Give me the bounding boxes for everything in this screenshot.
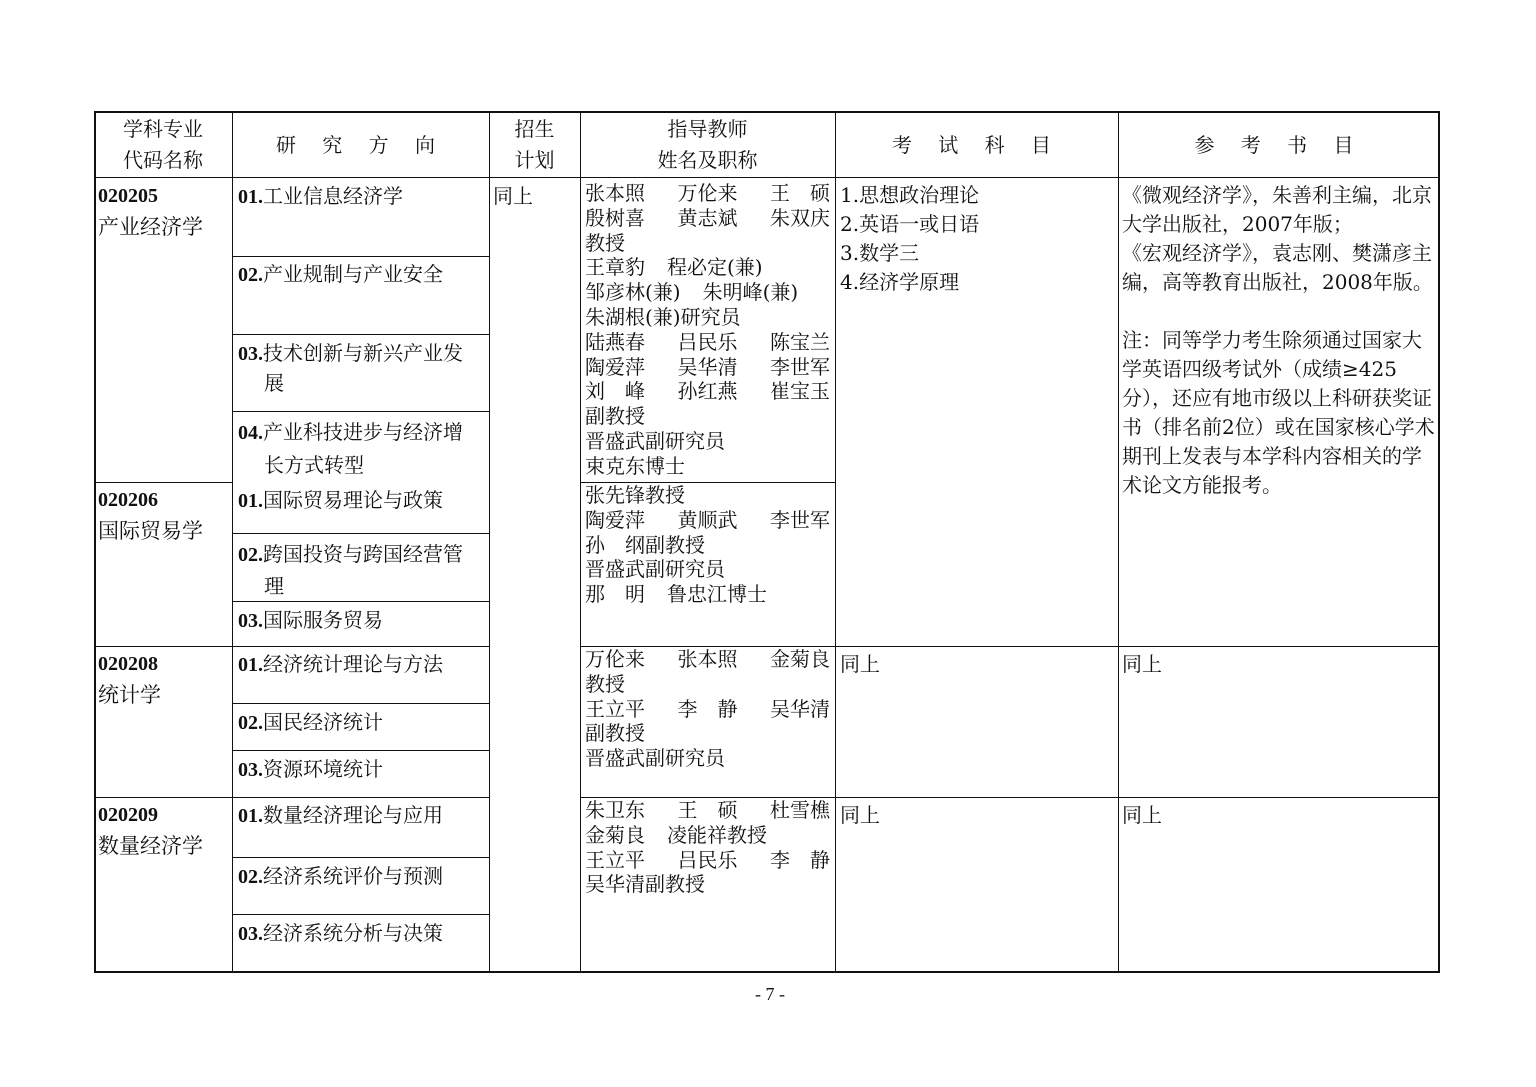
subject-code: 020205	[98, 185, 158, 207]
direction-item: 01.工业信息经济学	[238, 184, 403, 208]
direction-item: 04.产业科技进步与经济增 长方式转型	[238, 420, 463, 477]
header-teachers: 指导教师 姓名及职称	[657, 117, 758, 172]
teacher-list: 万伦来 张本照 金菊良 教授 王立平 李 静 吴华清 副教授 晋盛武副研究员	[585, 647, 830, 771]
header-exam: 考 试 科 目	[891, 132, 1062, 157]
direction-item: 03.资源环境统计	[238, 757, 383, 781]
header-books: 参 考 书 目	[1194, 132, 1364, 157]
subject-cell: 020206 国际贸易学	[98, 489, 203, 543]
direction-item: 01.数量经济理论与应用	[238, 803, 443, 827]
teacher-list: 张本照 万伦来 王 硕 殷树喜 黄志斌 朱双庆 教授 王章豹 程必定(兼) 邹彦林(兼) 朱明峰(兼) 朱湖根(兼)研究员 陆燕春 吕民乐 陈宝兰 陶爱萍 吴华清 李世军 刘 峰 孙红燕 崔宝玉 副教授 晋盛武副研究员 束克东博士	[585, 181, 830, 478]
header-direction: 研 究 方 向	[275, 132, 446, 157]
header-subject: 学科专业 代码名称	[123, 117, 203, 172]
exam-cell: 同上	[840, 803, 880, 827]
book-list	[1122, 181, 1438, 500]
exam-list: 1.思想政治理论 2.英语一或日语 3.数学三 4.经济学原理	[840, 183, 980, 294]
direction-item: 03.国际服务贸易	[238, 608, 383, 632]
exam-cell: 同上	[840, 652, 880, 676]
direction-item: 02.经济系统评价与预测	[238, 864, 443, 888]
direction-item: 01.经济统计理论与方法	[238, 652, 443, 676]
direction-item: 03.经济系统分析与决策	[238, 921, 443, 945]
page-number: - 7 -	[755, 984, 785, 1004]
teacher-list: 张先锋教授 陶爱萍 黄顺武 李世军 孙 纲副教授 晋盛武副研究员 那 明 鲁忠江博士	[585, 483, 830, 607]
direction-item: 02.跨国投资与跨国经营管 理	[238, 542, 463, 598]
subject-cell: 020208 统计学	[98, 653, 161, 707]
subject-cell: 020209 数量经济学	[98, 804, 203, 858]
reference-book: 《微观经济学》，朱善利主编，北京大学出版社，2007年版；	[1122, 183, 1432, 236]
subject-name: 产业经济学	[98, 215, 203, 239]
direction-item: 01.国际贸易理论与政策	[238, 488, 443, 512]
reference-book: 《宏观经济学》，袁志刚、樊潇彦主编，高等教育出版社，2008年版。	[1122, 241, 1433, 294]
direction-item: 02.产业规制与产业安全	[238, 262, 443, 286]
header-plan: 招生 计划	[514, 117, 555, 172]
subject-cell	[98, 182, 230, 244]
book-cell: 同上	[1122, 803, 1162, 827]
direction-item: 02.国民经济统计	[238, 710, 383, 734]
book-cell: 同上	[1122, 652, 1162, 676]
direction-item: 03.技术创新与新兴产业发 展	[238, 341, 463, 395]
plan-cell: 同上	[493, 184, 533, 208]
applicant-note: 注：同等学力考生除须通过国家大学英语四级考试外（成绩≥425分），还应有地市级以上科研获奖证书（排名前2位）或在国家核心学术期刊上发表与本学科内容相关的学术论文方能报考。	[1122, 328, 1435, 497]
teacher-list: 朱卫东 王 硕 杜雪樵 金菊良 凌能祥教授 王立平 吕民乐 李 静 吴华清副教授	[585, 798, 830, 897]
